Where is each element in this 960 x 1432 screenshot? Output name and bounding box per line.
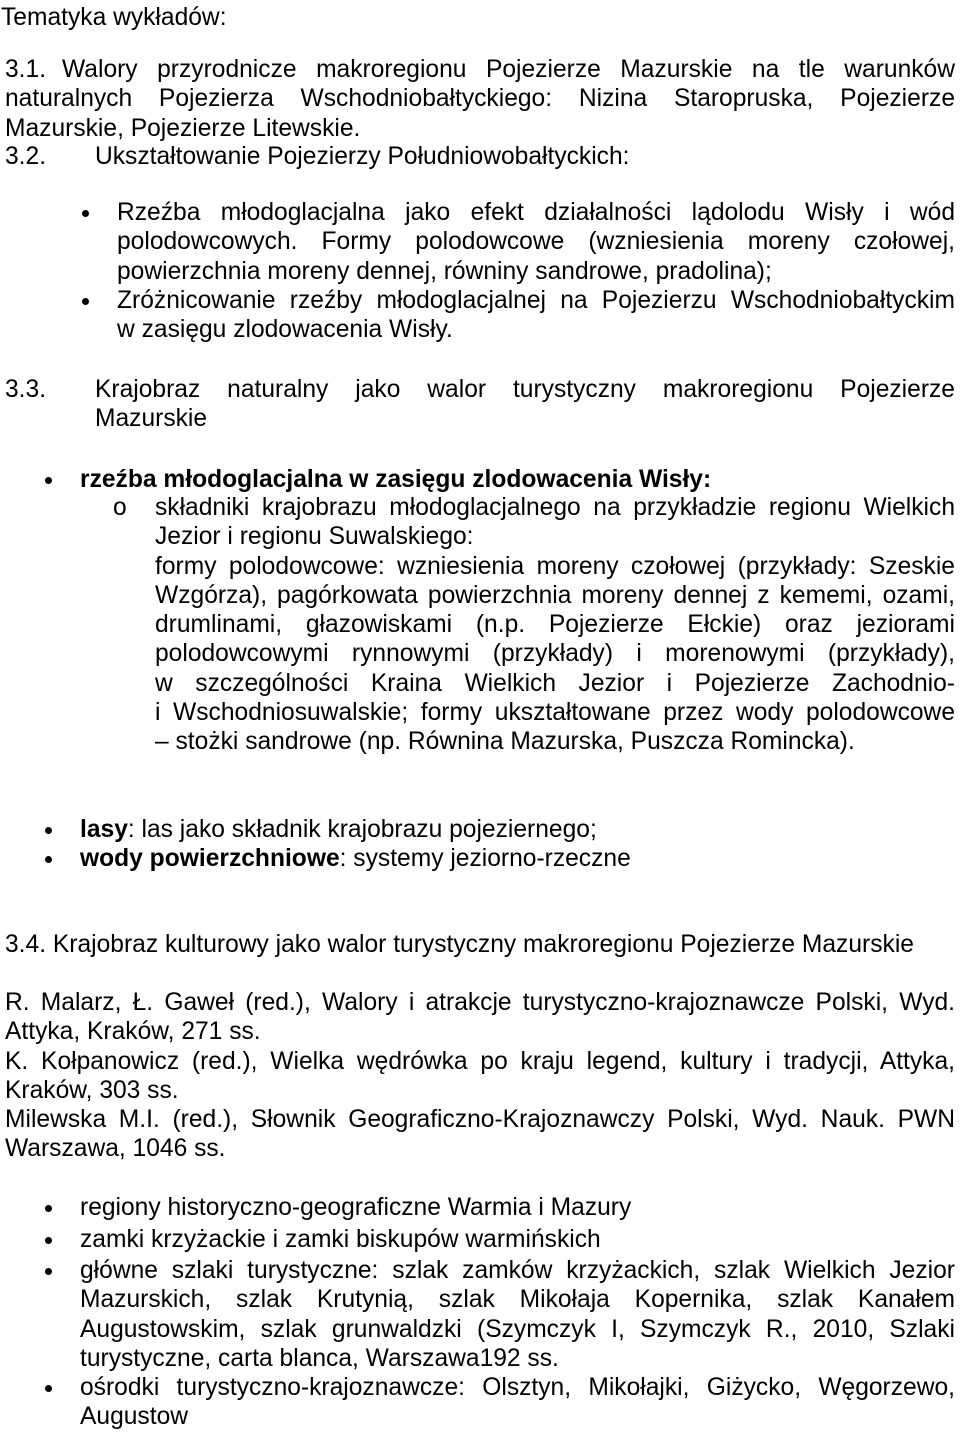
reference-entry — [5, 1105, 955, 1164]
list-item-line: ośrodki turystyczno-krajoznawcze: Olsztyn, Mikołajki, Giżycko, Węgorzewo, — [80, 1374, 955, 1401]
list-item-line: Augustowskim, szlak grunwaldzki (Szymczyk I, Szymczyk R., 2010, Szlaki — [80, 1315, 955, 1343]
sublist-line: polodowcowymi rynnowymi (przykłady) i morenowymi (przykłady), — [155, 640, 955, 668]
bullet-icon — [45, 1205, 52, 1212]
list-item — [80, 1373, 955, 1432]
list-item — [80, 465, 955, 494]
list-item-line: główne szlaki turystyczne: szlak zamków krzyżackich, szlak Wielkich Jezior — [80, 1257, 955, 1284]
list-item — [80, 1256, 955, 1373]
section-text-line: Walory przyrodnicze makroregionu Pojezierze Mazurskie na tle warunków — [62, 56, 955, 83]
list-item-line: turystyczne, carta blanca, Warszawa192 ss. — [80, 1344, 559, 1372]
bullet-icon — [82, 298, 89, 305]
list-item-text: : las jako składnik krajobrazu pojeziernego; — [127, 816, 597, 843]
section-number: 3.3. — [5, 376, 47, 403]
section-3-3-list — [80, 815, 955, 874]
sublist-line: Jezior i regionu Suwalskiego: — [155, 523, 474, 551]
section-3-2-list — [117, 198, 955, 344]
list-item-line: Augustow — [80, 1403, 189, 1431]
reference-line: Warszawa, 1046 ss. — [5, 1135, 226, 1163]
list-item-line: Rzeźba młodoglacjalna jako efekt działalności lądolodu Wisły i wód — [117, 199, 955, 226]
bullet-icon — [82, 210, 89, 217]
bullet-icon — [45, 477, 52, 484]
section-3-2-row — [5, 142, 955, 171]
reference-line: K. Kołpanowicz (red.), Wielka wędrówka po kraju legend, kultury i tradycji, Attyka, — [5, 1047, 955, 1075]
sublist-line: drumlinami, głazowiskami (n.p. Pojezierze Ełckie) oraz jeziorami — [155, 611, 955, 638]
list-item-term: wody powierzchniowe — [80, 845, 340, 873]
list-item — [117, 198, 955, 286]
bullet-icon — [45, 827, 52, 834]
section-3-3-sublist — [113, 493, 955, 756]
list-item-line: regiony historyczno-geograficzne Warmia i Mazury — [80, 1194, 632, 1221]
section-title: Ukształtowanie Pojezierzy Południowobałtyckich: — [95, 143, 630, 170]
sublist-line: formy polodowcowe: wzniesienia moreny czołowej (przykłady: Szeskie — [155, 552, 955, 580]
section-text-line: Mazurskie, Pojezierze Litewskie. — [5, 114, 361, 142]
list-item — [117, 286, 955, 345]
bullet-icon — [45, 856, 52, 863]
section-number: 3.2. — [5, 143, 47, 170]
sublist-line: – stożki sandrowe (np. Równina Mazurska, Puszcza Romincka). — [155, 728, 855, 755]
list-item-line: zamki krzyżackie i zamki biskupów warmińskich — [80, 1226, 601, 1253]
list-item-text: : systemy jeziorno-rzeczne — [339, 845, 631, 873]
list-item-line: Zróżnicowanie rzeźby młodoglacjalnej na Pojezierzu Wschodniobałtyckim — [117, 286, 955, 314]
section-title-line: Mazurskie — [95, 405, 208, 433]
bullet-icon — [45, 1385, 52, 1392]
section-title-line: Krajobraz naturalny jako walor turystyczny makroregionu Pojezierze — [95, 376, 955, 403]
sublist-line: i Wschodniosuwalskie; formy ukształtowane przez wody polodowcowe — [155, 698, 955, 726]
section-3-4-title: 3.4. Krajobraz kulturowy jako walor turystyczny makroregionu Pojezierze Mazurskie — [5, 931, 914, 958]
sublist-line: w szczególności Kraina Wielkich Jezior i Pojezierze Zachodnio- — [155, 669, 955, 697]
reference-line: Attyka, Kraków, 271 ss. — [5, 1018, 261, 1046]
reference-entry — [5, 988, 955, 1047]
reference-line: Kraków, 303 ss. — [5, 1076, 179, 1104]
list-item-line: polodowcowych. Formy polodowcowe (wzniesienia moreny czołowej, — [117, 228, 955, 256]
reference-line: Milewska M.I. (red.), Słownik Geograficzno-Krajoznawczy Polski, Wyd. Nauk. PWN — [5, 1106, 955, 1133]
page-title: Tematyka wykładów: — [1, 4, 227, 31]
section-text-line: naturalnych Pojezierza Wschodniobałtyckiego: Nizina Staropruska, Pojezierze — [5, 85, 955, 113]
section-3-3-heading — [5, 375, 955, 434]
section-3-1 — [5, 55, 955, 143]
list-item-line: Mazurskich, szlak Krutynią, szlak Mikołaja Kopernika, szlak Kanałem — [80, 1286, 955, 1314]
section-number: 3.1. — [5, 56, 47, 83]
topic-heading: rzeźba młodoglacjalna w zasięgu zlodowacenia Wisły: — [80, 466, 712, 493]
section-3-2-heading — [5, 142, 955, 171]
bullet-icon — [45, 1268, 52, 1275]
list-item — [80, 1225, 955, 1254]
reference-line: R. Malarz, Ł. Gaweł (red.), Walory i atrakcje turystyczno-krajoznawcze Polski, Wyd. — [5, 989, 955, 1016]
reference-entry — [5, 1047, 955, 1106]
sublist-marker: o — [113, 494, 127, 521]
section-3-4-list — [80, 1193, 955, 1432]
sublist-item — [113, 493, 955, 756]
references — [5, 988, 955, 1164]
list-item — [80, 844, 955, 873]
sublist-line: składniki krajobrazu młodoglacjalnego na przykładzie regionu Wielkich — [155, 494, 955, 521]
section-3-3-topic — [80, 465, 955, 494]
list-item-line: w zasięgu zlodowacenia Wisły. — [117, 316, 453, 343]
list-item — [80, 1193, 955, 1222]
section-3-1-first-row — [5, 55, 955, 84]
section-3-3-row — [5, 375, 955, 404]
list-item — [80, 815, 955, 844]
list-item-line: powierzchnia moreny dennej, równiny sandrowe, pradolina); — [117, 257, 772, 285]
bullet-icon — [45, 1237, 52, 1244]
list-item-term: lasy — [80, 816, 128, 843]
sublist-line: Wzgórza), pagórkowata powierzchnia moreny dennej z kememi, ozami, — [155, 581, 955, 609]
